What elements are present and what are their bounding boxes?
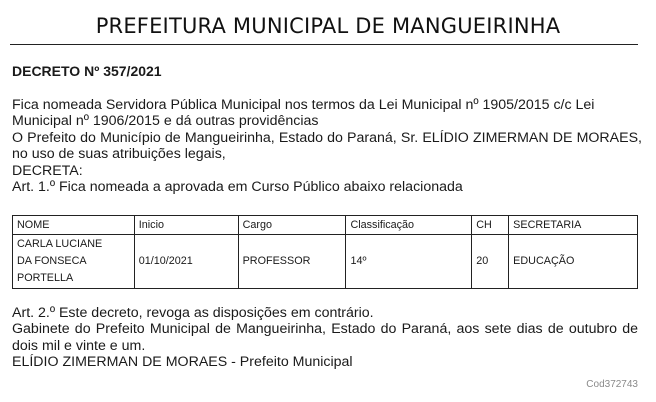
article-1: Art. 1.º Fica nomeada a aprovada em Curso Público abaixo relacionada	[12, 179, 463, 196]
cell-cargo: PROFESSOR	[238, 235, 346, 289]
col-header-classificacao: Classificação	[346, 216, 472, 235]
decree-number: DECRETO Nº 357/2021	[12, 63, 162, 79]
nome-line-1: CARLA LUCIANE	[17, 238, 103, 250]
decree-summary: Fica nomeada Servidora Pública Municipal nos termos da Lei Municipal nº 1905/2015 c/c Lei Municipal nº 1906/2015 e dá outras providências	[12, 97, 595, 130]
appointment-table	[12, 215, 638, 289]
decree-preamble: O Prefeito do Município de Mangueirinha, Estado do Paraná, Sr. ELÍDIO ZIMERMAN DE MORAES, no uso de suas atribuições legais,	[12, 129, 642, 163]
cell-nome	[13, 235, 135, 289]
nome-line-2: DA FONSECA	[17, 255, 87, 267]
decreta-label: DECRETA:	[12, 162, 83, 179]
cell-ch: 20	[472, 235, 509, 289]
decree-body	[12, 97, 642, 195]
col-header-cargo: Cargo	[238, 216, 346, 235]
table-row	[13, 235, 638, 289]
article-2: Art. 2.º Este decreto, revoga as disposições em contrário.	[12, 305, 374, 321]
publication-code: Cod372743	[586, 379, 638, 390]
cell-secretaria: EDUCAÇÃO	[509, 235, 638, 289]
col-header-nome: NOME	[13, 216, 135, 235]
col-header-ch: CH	[472, 216, 509, 235]
cell-classificacao: 14º	[346, 235, 472, 289]
col-header-inicio: Inicio	[134, 216, 238, 235]
decree-closing	[12, 305, 638, 371]
signature-line: ELÍDIO ZIMERMAN DE MORAES - Prefeito Municipal	[12, 354, 353, 371]
gabinete-statement: Gabinete do Prefeito Municipal de Mangueirinha, Estado do Paraná, aos sete dias de outubro de dois mil e vinte e um.	[12, 321, 638, 354]
page-title: PREFEITURA MUNICIPAL DE MANGUEIRINHA	[95, 14, 561, 38]
col-header-secretaria: SECRETARIA	[509, 216, 638, 235]
title-divider	[10, 44, 638, 45]
nome-line-3: PORTELLA	[17, 272, 74, 284]
table-header-row	[13, 216, 638, 235]
cell-inicio: 01/10/2021	[134, 235, 238, 289]
